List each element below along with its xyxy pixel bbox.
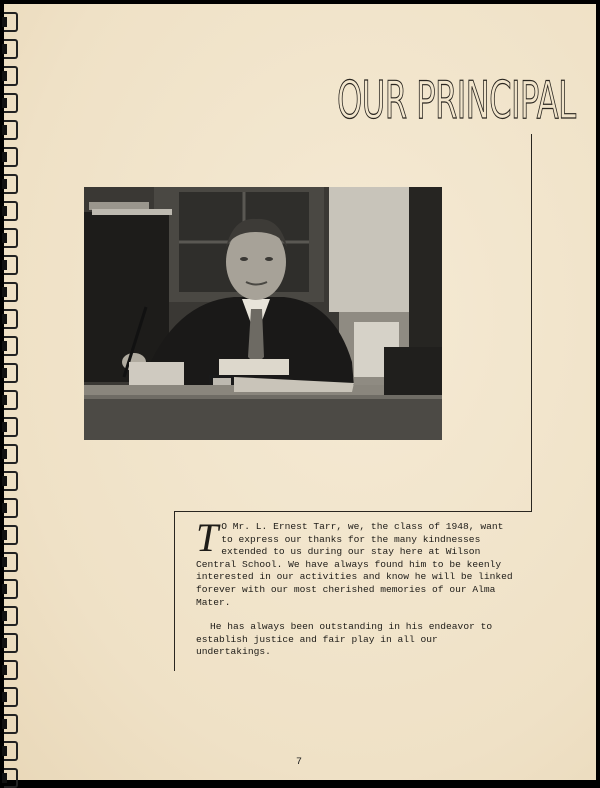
principal-photo — [84, 187, 442, 440]
frame-line-left — [174, 511, 175, 671]
spiral-ring — [4, 255, 18, 275]
spiral-ring — [4, 552, 18, 572]
spiral-ring — [4, 768, 18, 788]
tribute-text — [196, 515, 516, 659]
spiral-ring — [4, 741, 18, 761]
spiral-ring — [4, 417, 18, 437]
spiral-ring — [4, 39, 18, 59]
spiral-ring — [4, 498, 18, 518]
tribute-paragraph-1 — [196, 515, 516, 609]
spiral-ring — [4, 147, 18, 167]
spiral-ring — [4, 687, 18, 707]
spiral-ring — [4, 363, 18, 383]
spiral-ring — [4, 174, 18, 194]
page-title — [337, 66, 576, 136]
spiral-ring — [4, 282, 18, 302]
spiral-ring — [4, 606, 18, 626]
spiral-ring — [4, 66, 18, 86]
spiral-binding — [0, 0, 22, 784]
spiral-ring — [4, 525, 18, 545]
principal-photo-image — [84, 187, 442, 440]
page-title-text: OUR PRINCIPAL — [337, 71, 576, 131]
spiral-ring — [4, 336, 18, 356]
frame-line-bottom — [174, 511, 532, 512]
spiral-ring — [4, 309, 18, 329]
spiral-ring — [4, 444, 18, 464]
spiral-ring — [4, 633, 18, 653]
yearbook-page — [4, 4, 596, 780]
spiral-ring — [4, 201, 18, 221]
dropcap-letter: T — [196, 515, 219, 560]
spiral-ring — [4, 660, 18, 680]
frame-line-right — [531, 134, 532, 512]
spiral-ring — [4, 12, 18, 32]
spiral-ring — [4, 120, 18, 140]
spiral-ring — [4, 228, 18, 248]
tribute-paragraph-1-text: O Mr. L. Ernest Tarr, we, the class of 1948, want to express our thanks for the many kindnesses extended to us during our stay here at Wilson Central School. We have always found him to be keenly interested in our activities and know he will be linked forever with our most cherished memories of our Alma Mater. — [196, 521, 513, 608]
tribute-paragraph-2: He has always been outstanding in his endeavor to establish justice and fair play in all our undertakings. — [196, 621, 493, 658]
spiral-ring — [4, 93, 18, 113]
page-number: 7 — [296, 757, 303, 768]
spiral-ring — [4, 390, 18, 410]
spiral-ring — [4, 471, 18, 491]
spiral-ring — [4, 714, 18, 734]
spiral-ring — [4, 579, 18, 599]
